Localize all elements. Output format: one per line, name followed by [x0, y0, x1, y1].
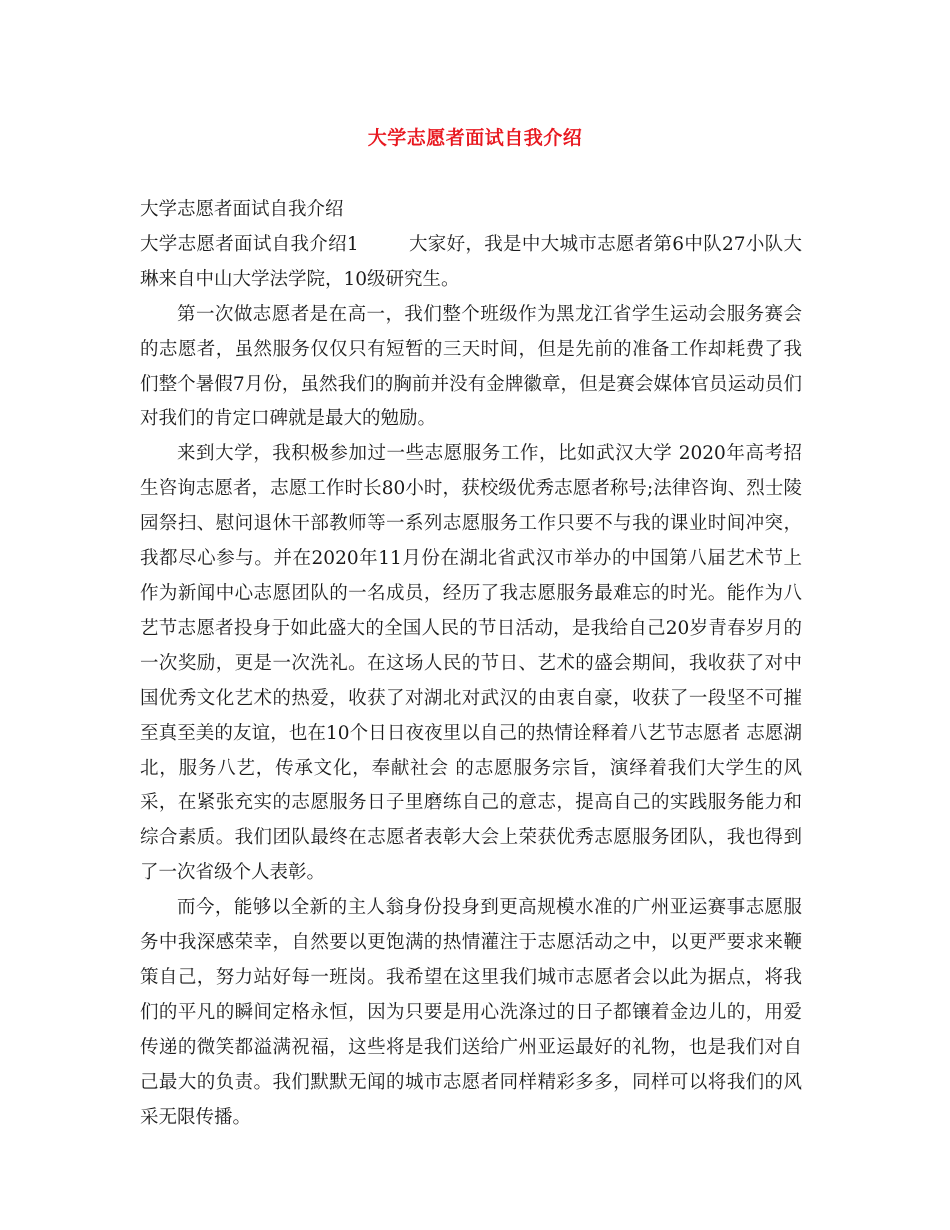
intro-label: 大学志愿者面试自我介绍1 — [140, 233, 359, 255]
intro-paragraph — [140, 228, 802, 298]
paragraph-1: 第一次做志愿者是在高一，我们整个班级作为黑龙江省学生运动会服务赛会的志愿者，虽然服务仅仅只有短暂的三天时间，但是先前的准备工作却耗费了我们整个暑假7月份，虽然我们的胸前并没有金牌徽章，但是赛会媒体官员运动员们对我们的肯定口碑就是最大的勉励。 — [140, 303, 802, 430]
paragraph-2: 来到大学，我积极参加过一些志愿服务工作，比如武汉大学 2020年高考招生咨询志愿者，志愿工作时长80小时，获校级优秀志愿者称号;法律咨询、烈士陵园祭扫、慰问退休干部教师等一系列志愿服务工作只要不与我的课业时间冲突，我都尽心参与。并在2020年11月份在湖北省武汉市举办的中国第八届艺术节上作为新闻中心志愿团队的一名成员，经历了我志愿服务最难忘的时光。能作为八艺节志愿者投身于如此盛大的全国人民的节日活动，是我给自己20岁青春岁月的一次奖励，更是一次洗礼。在这场人民的节日、艺术的盛会期间，我收获了对中国优秀文化艺术的热爱，收获了对湖北对武汉的由衷自豪，收获了一段坚不可摧至真至美的友谊，也在10个日日夜夜里以自己的热情诠释着八艺节志愿者 志愿湖北，服务八艺，传承文化，奉献社会 的志愿服务宗旨，演绎着我们大学生的风采，在紧张充实的志愿服务日子里磨练自己的意志，提高自己的实践服务能力和综合素质。我们团队最终在志愿者表彰大会上荣获优秀志愿服务团队，我也得到了一次省级个人表彰。 — [140, 443, 802, 884]
intro-text: 大家好，我是中大城市志愿者第6中队27小队大琳来自中山大学法学院，10级研究生。 — [140, 233, 802, 290]
document-body — [140, 193, 802, 1135]
document-subtitle: 大学志愿者面试自我介绍 — [140, 199, 344, 220]
document-title: 大学志愿者面试自我介绍 — [367, 127, 583, 149]
paragraph-3: 而今，能够以全新的主人翁身份投身到更高规模水准的广州亚运赛事志愿服务中我深感荣幸，自然要以更饱满的热情灌注于志愿活动之中，以更严要求来鞭策自己，努力站好每一班岗。我希望在这里我们城市志愿者会以此为据点，将我们的平凡的瞬间定格永恒，因为只要是用心洗涤过的日子都镶着金边儿的，用爱传递的微笑都溢满祝福，这些将是我们送给广州亚运最好的礼物，也是我们对自己最大的负责。我们默默无闻的城市志愿者同样精彩多多，同样可以将我们的风采无限传播。 — [140, 897, 802, 1128]
